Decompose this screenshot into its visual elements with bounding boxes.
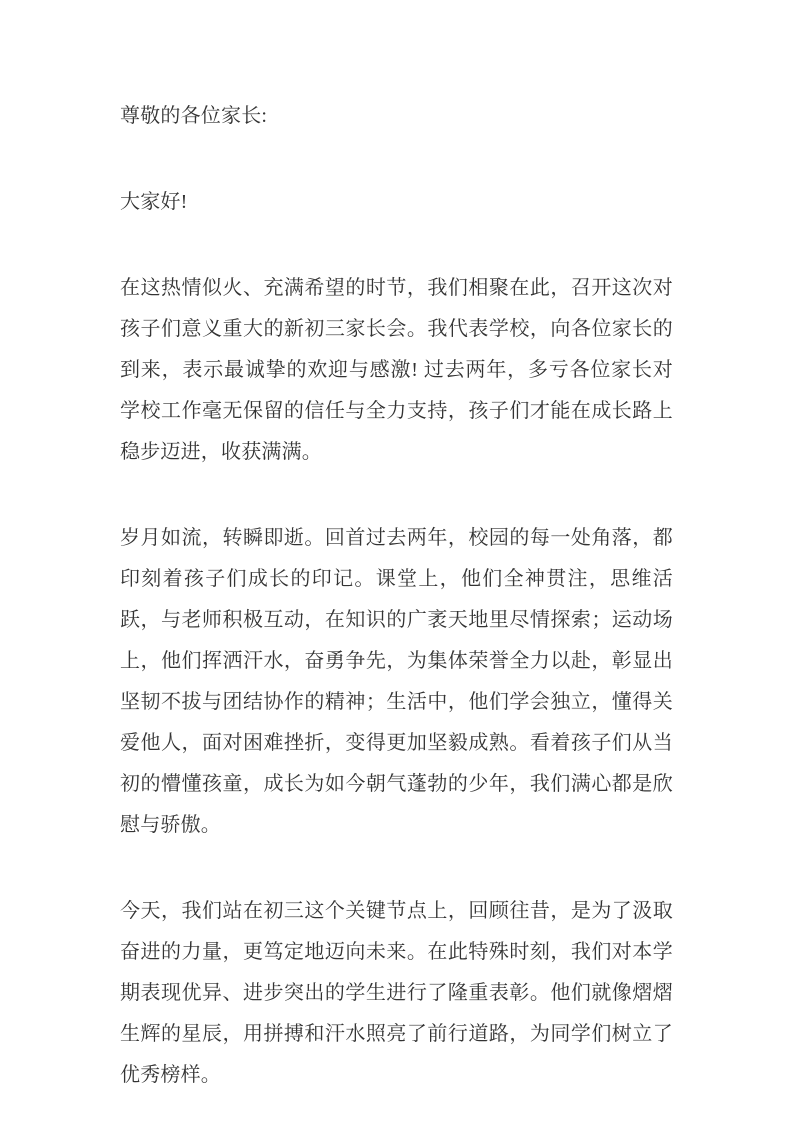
greeting-line: 大家好! (120, 191, 188, 213)
body-paragraph-welcome: 在这热情似火、充满希望的时节，我们相聚在此，召开这次对孩子们意义重大的新初三家长会。我代表学校，向各位家长的到来，表示最诚挚的欢迎与感激! 过去两年，多亏各位家长对学校工作毫无保留的信任与全力支持，孩子们才能在成长路上稳步迈进，收获满满。 (120, 277, 673, 463)
body-paragraph-review: 岁月如流，转瞬即逝。回首过去两年，校园的每一处角落，都印刻着孩子们成长的印记。课堂上，他们全神贯注，思维活跃，与老师积极互动，在知识的广袤天地里尽情探索；运动场上，他们挥洒汗水，奋勇争先，为集体荣誉全力以赴，彰显出坚韧不拔与团结协作的精神；生活中，他们学会独立，懂得关爱他人，面对困难挫折，变得更加坚毅成熟。看着孩子们从当初的懵懂孩童，成长为如今朝气蓬勃的少年，我们满心都是欣慰与骄傲。 (120, 527, 673, 836)
salutation-line: 尊敬的各位家长: (120, 105, 268, 127)
body-paragraph-commendation: 今天，我们站在初三这个关键节点上，回顾往昔，是为了汲取奋进的力量，更笃定地迈向未来。在此特殊时刻，我们对本学期表现优异、进步突出的学生进行了隆重表彰。他们就像熠熠生辉的星辰，用拼搏和汗水照亮了前行道路，为同学们树立了优秀榜样。 (120, 900, 673, 1086)
